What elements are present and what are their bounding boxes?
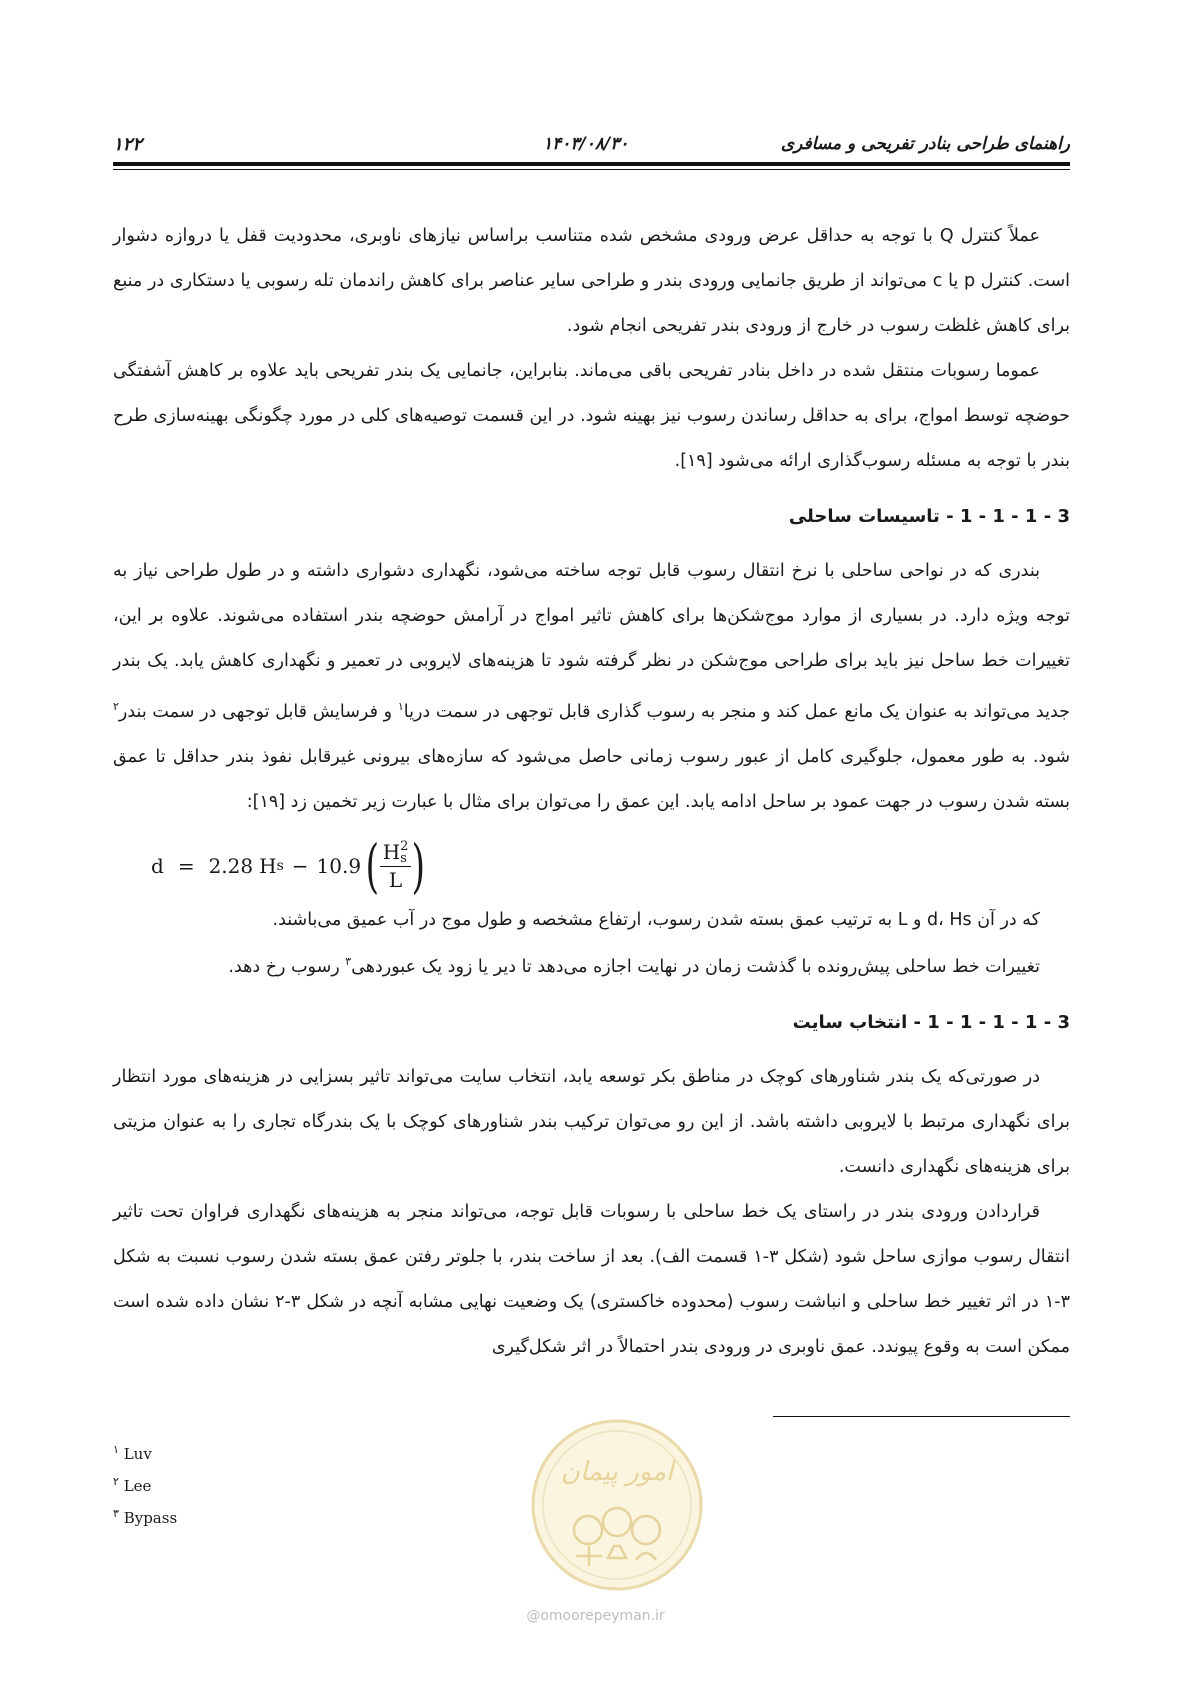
footnote-ref-2: ۲ xyxy=(113,700,119,713)
section-heading-site-selection: 3 - 1 - 1 - 1 - 1 - انتخاب سایت xyxy=(792,1011,1070,1033)
page-number: ۱۲۲ xyxy=(113,134,143,155)
eq-num-sup: 2 xyxy=(400,839,409,855)
page-header xyxy=(113,134,1070,156)
paragraph-3-part-a: بندری که در نواحی ساحلی با نرخ انتقال رسوب قابل توجه ساخته می‌شود، نگهداری دشواری داشته و در طول طراحی نیاز به توجه ویژه دارد. در بسیاری از موارد موج‌شکن‌ها برای کاهش تاثیر امواج در آرامش حوضچه بندر استفاده می‌شوند. علاوه بر این، تغییرات خط ساحل نیز باید برای طراحی موج‌شکن در نظر گرفته شود تا هزینه‌های لایروبی در تعمیر و نگهداری کاهش یابد. یک بندر جدید می‌تواند به عنوان یک مانع عمل کند و منجر به رسوب گذاری قابل توجهی در سمت دریا xyxy=(113,561,1070,722)
eq-H: H xyxy=(259,853,277,878)
footnote-1: $^۱$ Luv xyxy=(113,1443,152,1463)
footnote-2: $^۲$ Lee xyxy=(113,1475,152,1495)
eq-lhs: d xyxy=(151,853,164,878)
footnote-rule xyxy=(773,1416,1070,1417)
seal-text: امور پیمان xyxy=(560,1457,674,1487)
eq-den: L xyxy=(388,868,403,893)
header-rule-thin xyxy=(113,169,1070,170)
eq-sub-s: s xyxy=(276,857,284,874)
section-heading-coastal-facilities: 3 - 1 - 1 - 1 - تاسیسات ساحلی xyxy=(788,506,1070,527)
footnote-3: $^۳$ Bypass xyxy=(113,1507,178,1527)
paragraph-3-part-c: شود. به طور معمول، جلوگیری کامل از عبور رسوب زمانی حاصل می‌شود که سازه‌های بیرونی غیرقابل نفوذ بندر حداقل تا عمق بسته شدن رسوب در جهت عمود بر ساحل ادامه یابد. این عمق را می‌توان برای مثال با عبارت زیر تخمین زد [۱۹]: xyxy=(113,746,1070,812)
paragraph-5 xyxy=(113,941,1070,988)
eq-coef1: 2.28 xyxy=(208,853,254,878)
eq-num-sub: s xyxy=(400,851,407,867)
paragraph-1: عملاً کنترل Q با توجه به حداقل عرض ورودی مشخص شده متناسب براساس نیازهای ناوبری، محدودیت قفل یا دروازه دشوار است. کنترل p یا c می‌تواند از طریق جانمایی ورودی بندر و طراحی سایر عناصر برای کاهش راندمان تله رسوبی یا دستکاری در منبع برای کاهش غلظت رسوب در خارج از ورودی بندر تفریحی انجام شود. xyxy=(113,226,1071,336)
eq-fraction xyxy=(380,840,412,893)
paragraph-7: قراردادن ورودی بندر در راستای یک خط ساحلی با رسوبات قابل توجه، می‌تواند منجر به هزینه‌های نگهداری فراوان تحت تاثیر انتقال رسوب موازی ساحل شود (شکل ۳-۱ قسمت الف). بعد از ساخت بندر، با جلوتر رفتن عمق بسته شدن رسوب نسبت به شکل ۳-۱ در اثر تغییر خط ساحلی و انباشت رسوب (محدوده خاکستری) یک وضعیت نهایی مشابه آنچه در شکل ۳-۲ نشان داده شده است ممکن است به وقوع پیوندد. عمق ناوبری در ورودی بندر احتمالاً در اثر شکل‌گیری xyxy=(113,1201,1070,1357)
header-date: ۱۴۰۳/۰۸/۳۰ xyxy=(543,134,629,154)
paragraph-3-part-b: و فرسایش قابل توجهی در سمت بندر xyxy=(118,701,398,722)
eq-coef2: 10.9 xyxy=(316,853,362,878)
footnote-ref-1: ۱ xyxy=(397,700,404,713)
eq-minus: − xyxy=(291,853,309,878)
footnotes xyxy=(113,1436,177,1532)
paragraph-6: در صورتی‌که یک بندر شناورهای کوچک در مناطق بکر توسعه یابد، انتخاب سایت می‌تواند تاثیر بسزایی در هزینه‌های مورد انتظار برای نگهداری مرتبط با لایروبی داشته باشد. از این رو می‌توان ترکیب بندر شناورهای کوچک با یک بندرگاه تجاری را به عنوان مزیتی برای هزینه‌های نگهداری دانست. xyxy=(113,1066,1070,1177)
watermark-handle: @omoorepeyman.ir xyxy=(526,1608,665,1624)
eq-equals: = xyxy=(177,853,195,878)
eq-num-H: H xyxy=(382,839,401,864)
seal-logo xyxy=(530,1418,704,1592)
paragraph-2: عموما رسوبات منتقل شده در داخل بنادر تفریحی باقی می‌ماند. بنابراین، جانمایی یک بندر تفریحی باید علاوه بر کاهش آشفتگی حوضچه توسط امواج، برای به حداقل رساندن رسوب نیز بهینه شود. در این قسمت توصیه‌های کلی در مورد چگونگی بهینه‌سازی طرح بندر با توجه به مسئله رسوب‌گذاری ارائه می‌شود [۱۹]. xyxy=(113,361,1070,471)
header-rule-thick xyxy=(113,162,1070,166)
header-title: راهنمای طراحی بنادر تفریحی و مسافری xyxy=(780,134,1070,154)
paragraph-5-part-a: تغییرات خط ساحلی پیش‌رونده با گذشت زمان در نهایت اجازه می‌دهد تا دیر یا زود یک عبوردهی xyxy=(351,956,1040,977)
paragraph-3 xyxy=(113,549,1070,825)
closure-depth-equation: d = 2.28 H s − 10.9 ( H 2 s L ) xyxy=(151,831,426,900)
page-body xyxy=(113,214,1070,1370)
paragraph-4: که در آن d، Hs و L به ترتیب عمق بسته شدن رسوب، ارتفاع مشخصه و طول موج در آب عمیق می‌باشند. xyxy=(272,909,1040,930)
footnote-ref-3: ۳ xyxy=(345,954,352,968)
paragraph-5-part-b: رسوب رخ دهد. xyxy=(228,956,346,977)
